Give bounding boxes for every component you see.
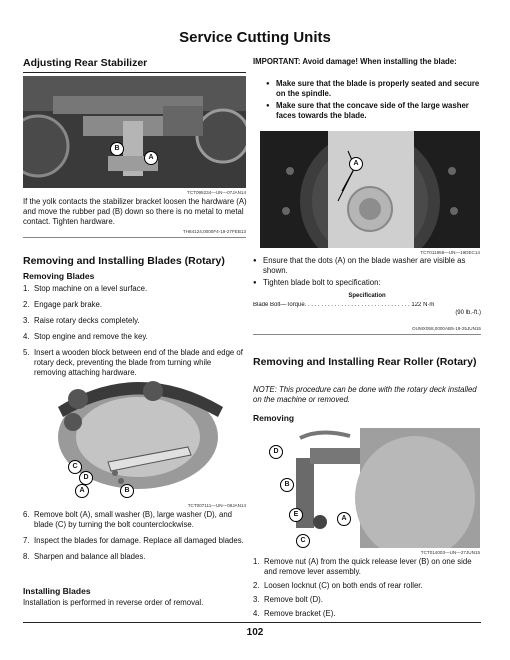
page-title: Service Cutting Units bbox=[179, 29, 331, 46]
step-item: 4. Remove bracket (E). bbox=[253, 609, 336, 618]
callout-a: A bbox=[144, 151, 158, 165]
dots-bullets bbox=[253, 256, 483, 290]
blade-photo bbox=[23, 377, 246, 500]
stabilizer-heading: Adjusting Rear Stabilizer bbox=[23, 57, 148, 69]
blades-heading: Removing and Installing Blades (Rotary) bbox=[23, 255, 225, 267]
roller-heading: Removing and Installing Rear Roller (Rotary) bbox=[253, 356, 477, 368]
bullet-item: ● Make sure that the blade is properly seated and secure on the spindle. bbox=[266, 79, 480, 99]
paragraph-id: TH84124,0000F4-19-27FEB13 bbox=[182, 229, 246, 234]
page-number: 102 bbox=[246, 627, 264, 638]
paragraph-id: OUMX058,0000AB5-19-25JUN15 bbox=[412, 326, 481, 331]
step-item: 2. Loosen locknut (C) on both ends of rear roller. bbox=[253, 581, 423, 590]
section-divider bbox=[23, 237, 246, 238]
blade-steps bbox=[23, 284, 245, 384]
spec-torque-imperial: (90 lb.-ft.) bbox=[455, 310, 481, 316]
figure-id: TCT014003—UN—27JUN15 bbox=[420, 550, 480, 555]
figure-id: TCT095234—UN—07JAN14 bbox=[187, 190, 246, 195]
spec-torque: Blade Bolt—Torque. . . . . . . . . . . . . . . . . . . . . . . . . . . . . . . . 122 N·m bbox=[253, 302, 435, 308]
stabilizer-text: If the yolk contacts the stabilizer bracket loosen the hardware (A) and move the rubber pad (B) down so there is no metal to metal contact. Tighten hardware. bbox=[23, 197, 247, 226]
callout-a: A bbox=[349, 157, 363, 171]
step-item: 7. Inspect the blades for damage. Replace all damaged blades. bbox=[23, 536, 244, 545]
step-item: 2. Engage park brake. bbox=[23, 300, 103, 309]
footer-rule bbox=[23, 622, 481, 623]
callout-c: C bbox=[68, 460, 82, 474]
callout-d: D bbox=[79, 471, 93, 485]
step-item: 8. Sharpen and balance all blades. bbox=[23, 552, 146, 561]
step-item: 3. Raise rotary decks completely. bbox=[23, 316, 140, 325]
installing-blades-subheading: Installing Blades bbox=[23, 586, 91, 596]
callout-a: A bbox=[75, 484, 89, 498]
step-item: 1. Remove nut (A) from the quick release lever (B) on one side and remove lever assembly. bbox=[253, 557, 472, 576]
removing-blades-subheading: Removing Blades bbox=[23, 271, 95, 281]
bullet-item: ● Tighten blade bolt to specification: bbox=[253, 278, 483, 288]
important-bullets bbox=[266, 79, 480, 123]
callout-b: B bbox=[280, 478, 294, 492]
heading-rule bbox=[23, 72, 246, 73]
spec-heading: Specification bbox=[348, 293, 386, 299]
callout-b: B bbox=[110, 142, 124, 156]
callout-e: E bbox=[289, 508, 303, 522]
section-divider bbox=[253, 334, 481, 335]
step-item: 1. Stop machine on a level surface. bbox=[23, 284, 148, 293]
callout-b: B bbox=[120, 484, 134, 498]
installing-text: Installation is performed in reverse order of removal. bbox=[23, 598, 204, 607]
step-item: 4. Stop engine and remove the key. bbox=[23, 332, 148, 341]
figure-id: TCT007111—UN—08JAN14 bbox=[187, 503, 246, 508]
roller-steps bbox=[253, 557, 483, 623]
roller-note: NOTE: This procedure can be done with the rotary deck installed on the machine or removed. bbox=[253, 385, 477, 404]
step-item: 3. Remove bolt (D). bbox=[253, 595, 323, 604]
step-item: 6. Remove bolt (A), small washer (B), large washer (D), and blade (C) by turning the bolt counterclockwise. bbox=[23, 510, 233, 529]
step-item: 5. Insert a wooden block between end of the blade and edge of rotary deck, preventing the blade from turning while removing attaching hardware. bbox=[23, 348, 243, 377]
callout-c: C bbox=[296, 534, 310, 548]
blade-steps-continued bbox=[23, 510, 249, 568]
stabilizer-photo bbox=[23, 76, 246, 188]
washer-photo bbox=[260, 131, 480, 248]
bullet-item: ● Make sure that the concave side of the large washer faces towards the blade. bbox=[266, 101, 480, 121]
roller-photo bbox=[260, 428, 480, 548]
callout-a: A bbox=[337, 512, 351, 526]
removing-subheading: Removing bbox=[253, 413, 295, 423]
important-notice: IMPORTANT: Avoid damage! When installing the blade: bbox=[253, 57, 457, 66]
bullet-item: ● Ensure that the dots (A) on the blade washer are visible as shown. bbox=[253, 256, 483, 276]
callout-d: D bbox=[269, 445, 283, 459]
figure-id: TCT011956—UN—19DEC14 bbox=[420, 250, 480, 255]
